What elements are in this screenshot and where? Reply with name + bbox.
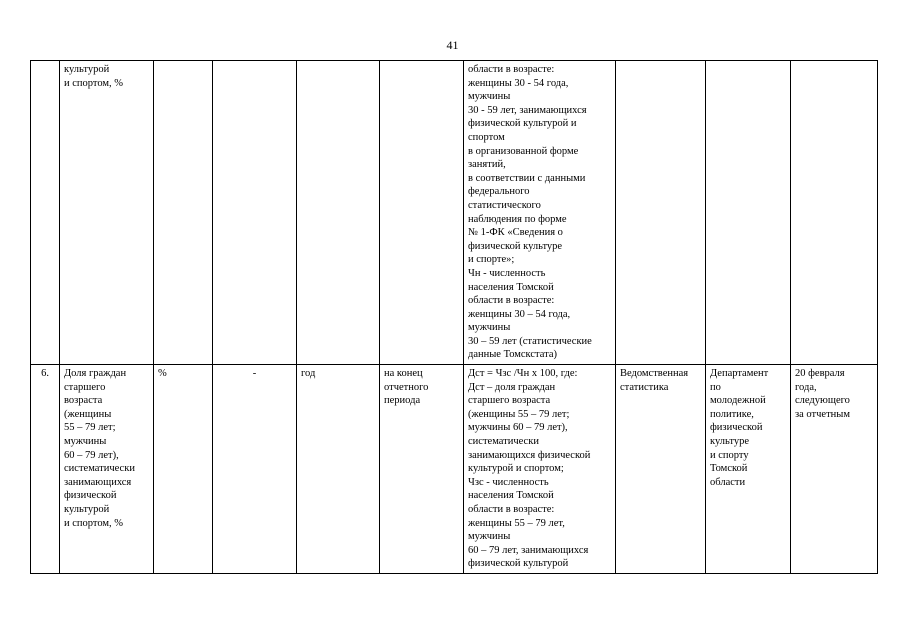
responsible-cell [706, 61, 791, 365]
page-number: 41 [446, 38, 459, 52]
deadline-cell [791, 61, 878, 365]
indicator-table [30, 60, 878, 574]
table-row [31, 61, 878, 365]
source-cell [616, 61, 706, 365]
formula-cell: Дст = Чзс /Чн х 100, где: Дст – доля граждан старшего возраста (женщины 55 – 79 лет; мужчины 60 – 79 лет), систематически занимающихся физической культурой и спортом; Чзс - численность населения Томской области в возрасте: женщины 55 – 79 лет, мужчины 60 – 79 лет, занимающихся физической культурой [464, 365, 616, 574]
table-row [31, 365, 878, 574]
moment-cell: на конец отчетного периода [380, 365, 464, 574]
formula-cell: области в возрасте: женщины 30 - 54 года, мужчины 30 - 59 лет, занимающихся физической культурой и спортом в организованной форме занятий, в соответствии с данными федерального статистического наблюдения по форме № 1-ФК «Сведения о физической культуре и спорте»; Чн - численность населения Томской области в возрасте: женщины 30 – 54 года, мужчины 30 – 59 лет (статистические данные Томскстата) [464, 61, 616, 365]
unit-cell: % [154, 365, 213, 574]
moment-cell [380, 61, 464, 365]
indicator-name: Доля граждан старшего возраста (женщины 55 – 79 лет; мужчины 60 – 79 лет), систематически занимающихся физической культурой и спортом, % [60, 365, 154, 574]
responsible-cell: Департамент по молодежной политике, физической культуре и спорту Томской области [706, 365, 791, 574]
direction-cell [213, 61, 297, 365]
unit-cell [154, 61, 213, 365]
indicator-name: культурой и спортом, % [60, 61, 154, 365]
row-number [31, 61, 60, 365]
row-number: 6. [31, 365, 60, 574]
deadline-cell: 20 февраля года, следующего за отчетным [791, 365, 878, 574]
period-cell [297, 61, 380, 365]
direction-cell: - [213, 365, 297, 574]
period-cell: год [297, 365, 380, 574]
source-cell: Ведомственная статистика [616, 365, 706, 574]
